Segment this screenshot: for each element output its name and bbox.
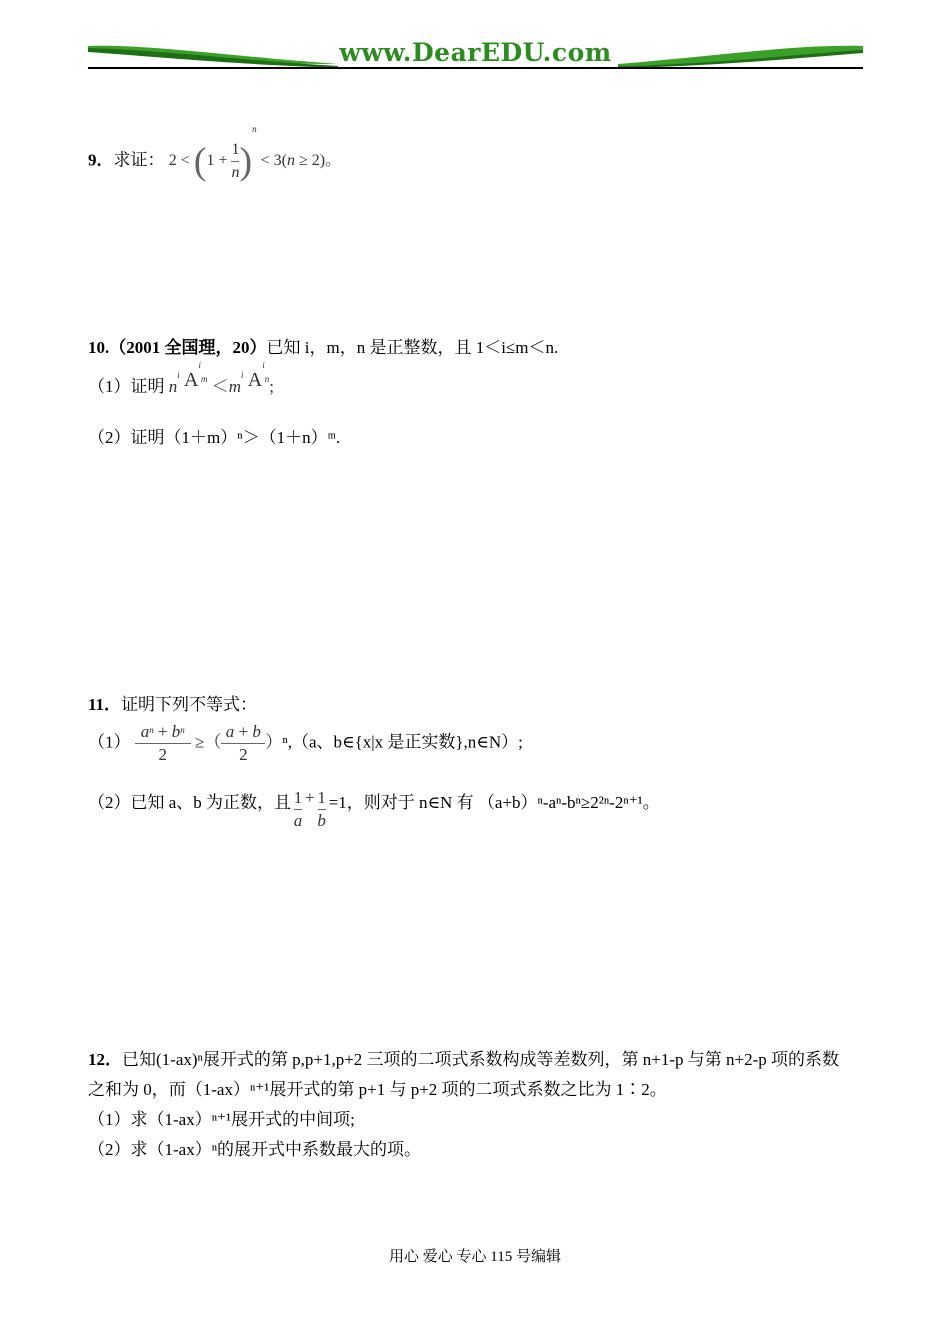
formula-power-mean: $\frac{a^n + b^n}{2}$ ≥（ $\frac{a + b}{2}$ ） <box>135 722 283 765</box>
site-logo-text: www.DearEDU.com <box>339 38 612 67</box>
question-stem: 证明下列不等式： <box>121 695 258 714</box>
question-number: 12． <box>88 1050 122 1069</box>
question-12-part-2: （2）求（1-ax）ⁿ的展开式中系数最大的项。 <box>88 1140 422 1159</box>
formula-reciprocal-sum: $\frac{1}{a}$ + $\frac{1}{b}$ <box>293 788 326 830</box>
question-9 <box>88 124 342 183</box>
part-label: （1） <box>88 732 131 752</box>
question-number: 9． <box>88 150 114 170</box>
header-rule <box>88 67 863 69</box>
formula-inequality: 2 < (1 + $\frac{1}{n}$ )$^n$ < 3(n ≥ 2)。 <box>168 124 342 183</box>
question-12 <box>88 1045 839 1070</box>
formula-permutation-inequality: $n^i$ $A^{im} <m^i$ $A^{in}$; <box>168 360 274 396</box>
question-11-part-1 <box>88 722 523 765</box>
question-10-part-1 <box>88 360 274 398</box>
question-11-part-2 <box>88 788 660 831</box>
question-number: 11． <box>88 695 122 714</box>
page-footer: 用心 爱心 专心 115 号编辑 <box>389 1249 561 1265</box>
question-12-part-1: （1）求（1-ax）ⁿ⁺¹展开式的中间项; <box>88 1110 355 1129</box>
part-conclusion: =1，则对于 n∈N 有 （a+b）ⁿ-aⁿ-bⁿ≥2²ⁿ-2ⁿ⁺¹。 <box>328 793 660 812</box>
question-11 <box>88 690 257 715</box>
part-label: （1）证明 <box>88 377 165 396</box>
question-10 <box>88 333 558 358</box>
part-condition: ⁿ,（a、b∈{x|x 是正实数},n∈N）; <box>282 732 523 752</box>
question-heading: 10.（2001 全国理，20） <box>88 338 267 357</box>
question-stem: 已知 i，m，n 是正整数，且 1＜i≤m＜n. <box>266 338 559 357</box>
question-10-part-2: （2）证明（1＋m）ⁿ＞（1＋n）ᵐ. <box>88 428 341 447</box>
question-line-1: 已知(1-ax)ⁿ展开式的第 p,p+1,p+2 三项的二项式系数构成等差数列，第 n+1-p 与第 n+2-p 项的系数 <box>122 1050 840 1069</box>
question-text: 求证： <box>113 150 165 170</box>
page-header <box>88 38 863 72</box>
question-12-line-2: 之和为 0，而（1-ax）ⁿ⁺¹展开式的第 p+1 与 p+2 项的二项式系数之比为 1∶2。 <box>88 1080 667 1099</box>
part-premise: （2）已知 a、b 为正数，且 <box>88 793 292 812</box>
